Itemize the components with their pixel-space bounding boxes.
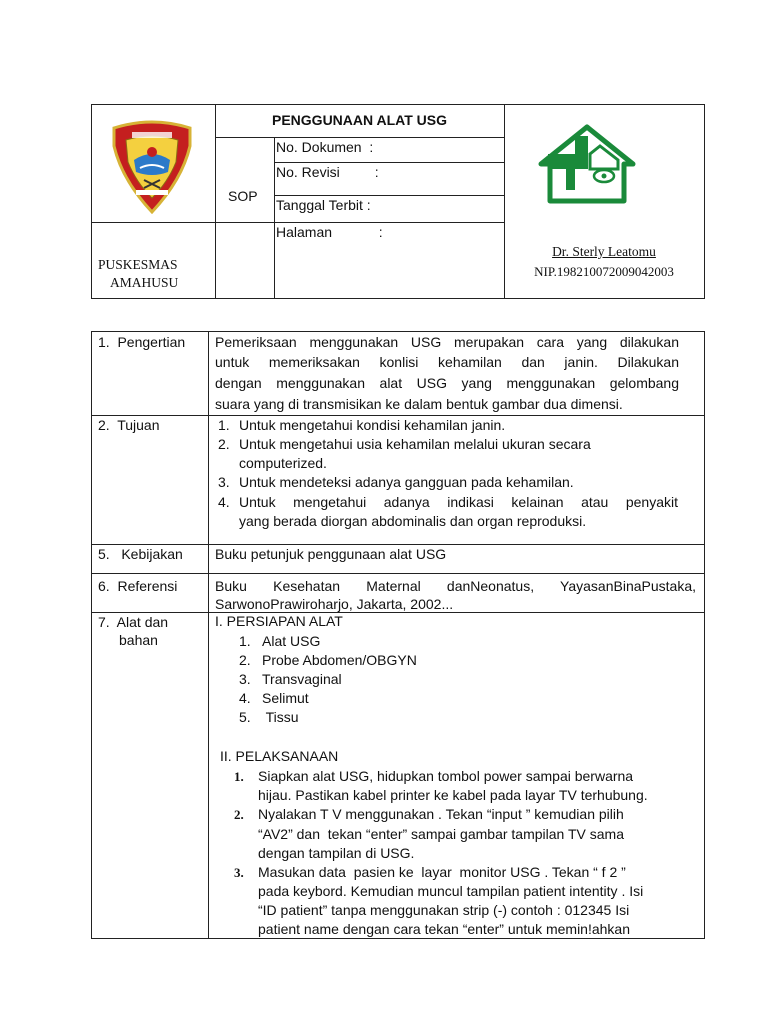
referensi-line: SarwonoPrawiroharjo, Jakarta, 2002... — [215, 596, 454, 612]
document-title: PENGGUNAAN ALAT USG — [272, 112, 447, 128]
persiapan-item: Selimut — [262, 690, 309, 706]
pengertian-label: 1. Pengertian — [98, 334, 186, 350]
persiapan-item-number: 3. — [239, 671, 251, 687]
tujuan-item: Untuk mengetahui kondisi kehamilan janin. — [239, 417, 506, 433]
persiapan-item-number: 2. — [239, 652, 251, 668]
pelaksanaan-item: Siapkan alat USG, hidupkan tombol power sampai berwarna — [258, 768, 634, 784]
org-name-line2: AMAHUSU — [110, 275, 179, 290]
pengertian-line: Pemeriksaan menggunakan USG merupakan cara yang dilakukan — [215, 334, 679, 350]
field-tanggal-terbit: Tanggal Terbit : — [276, 197, 371, 213]
pelaksanaan-title: II. PELAKSANAAN — [220, 748, 339, 764]
tujuan-label: 2. Tujuan — [98, 417, 160, 433]
referensi-line: Buku Kesehatan Maternal danNeonatus, YayasanBinaPustaka, — [215, 578, 696, 594]
tujuan-item-number: 1. — [218, 417, 230, 433]
referensi-label: 6. Referensi — [98, 578, 178, 594]
tujuan-item-number: 4. — [218, 494, 230, 510]
alat-label-line1: 7. Alat dan — [98, 614, 169, 630]
pelaksanaan-item-cont: dengan tampilan di USG. — [258, 845, 415, 861]
tujuan-item-cont: yang berada diorgan abdominalis dan organ reproduksi. — [239, 513, 587, 529]
kebijakan-label: 5. Kebijakan — [98, 546, 183, 562]
persiapan-item-number: 4. — [239, 690, 251, 706]
persiapan-item: Transvaginal — [262, 671, 342, 687]
pelaksanaan-item-cont: hijau. Pastikan kabel printer ke kabel pada layar TV terhubung. — [258, 787, 648, 803]
pelaksanaan-item-number: 3. — [234, 865, 244, 880]
tujuan-item: Untuk mendeteksi adanya gangguan pada kehamilan. — [239, 474, 574, 490]
persiapan-item: Probe Abdomen/OBGYN — [262, 652, 417, 668]
pelaksanaan-item-number: 2. — [234, 807, 244, 822]
signer-name: Dr. Sterly Leatomu — [552, 244, 656, 259]
persiapan-item: Tissu — [262, 709, 299, 725]
alat-label-line2: bahan — [119, 632, 158, 648]
field-no-revisi: No. Revisi : — [276, 164, 379, 180]
pelaksanaan-item: Masukan data pasien ke layar monitor USG . Tekan “ f 2 ” — [258, 864, 626, 880]
tujuan-item-cont: computerized. — [239, 455, 327, 471]
signer-nip: NIP.198210072009042003 — [534, 264, 674, 279]
tujuan-item: Untuk mengetahui usia kehamilan melalui ukuran secara — [239, 436, 591, 452]
pengertian-line: dengan menggunakan alat USG yang menggunakan gelombang — [215, 375, 679, 391]
persiapan-item-number: 5. — [239, 709, 251, 725]
tujuan-item-number: 2. — [218, 436, 230, 452]
pelaksanaan-item-cont: patient name dengan cara tekan “enter” untuk memin!ahkan — [258, 921, 631, 937]
kebijakan-text: Buku petunjuk penggunaan alat USG — [215, 546, 447, 562]
field-no-dokumen: No. Dokumen : — [276, 139, 374, 155]
pelaksanaan-item-cont: “AV2” dan tekan “enter” sampai gambar tampilan TV sama — [258, 826, 624, 842]
regional-emblem-logo — [110, 118, 194, 214]
persiapan-item: Alat USG — [262, 633, 321, 649]
pengertian-line: untuk memeriksakan konlisi kehamilan dan janin. Dilakukan — [215, 354, 679, 370]
field-halaman: Halaman : — [276, 224, 383, 240]
sop-label: SOP — [228, 188, 258, 204]
persiapan-title: I. PERSIAPAN ALAT — [215, 613, 343, 629]
pelaksanaan-item-number: 1. — [234, 769, 244, 784]
org-name-line1: PUSKESMAS — [98, 257, 178, 272]
pengertian-line: suara yang di transmisikan ke dalam bentuk gambar dua dimensi. — [215, 396, 623, 412]
pelaksanaan-item-cont: pada keybord. Kemudian muncul tampilan patient intentity . Isi — [258, 883, 644, 899]
pelaksanaan-item-cont: “ID patient” tanpa menggunakan strip (-) contoh : 012345 Isi — [258, 902, 630, 918]
tujuan-item: Untuk mengetahui adanya indikasi kelainan atau penyakit — [239, 494, 678, 510]
persiapan-item-number: 1. — [239, 633, 251, 649]
health-cross-logo — [538, 124, 636, 204]
pelaksanaan-item: Nyalakan T V menggunakan . Tekan “input ” kemudian pilih — [258, 806, 624, 822]
tujuan-item-number: 3. — [218, 474, 230, 490]
